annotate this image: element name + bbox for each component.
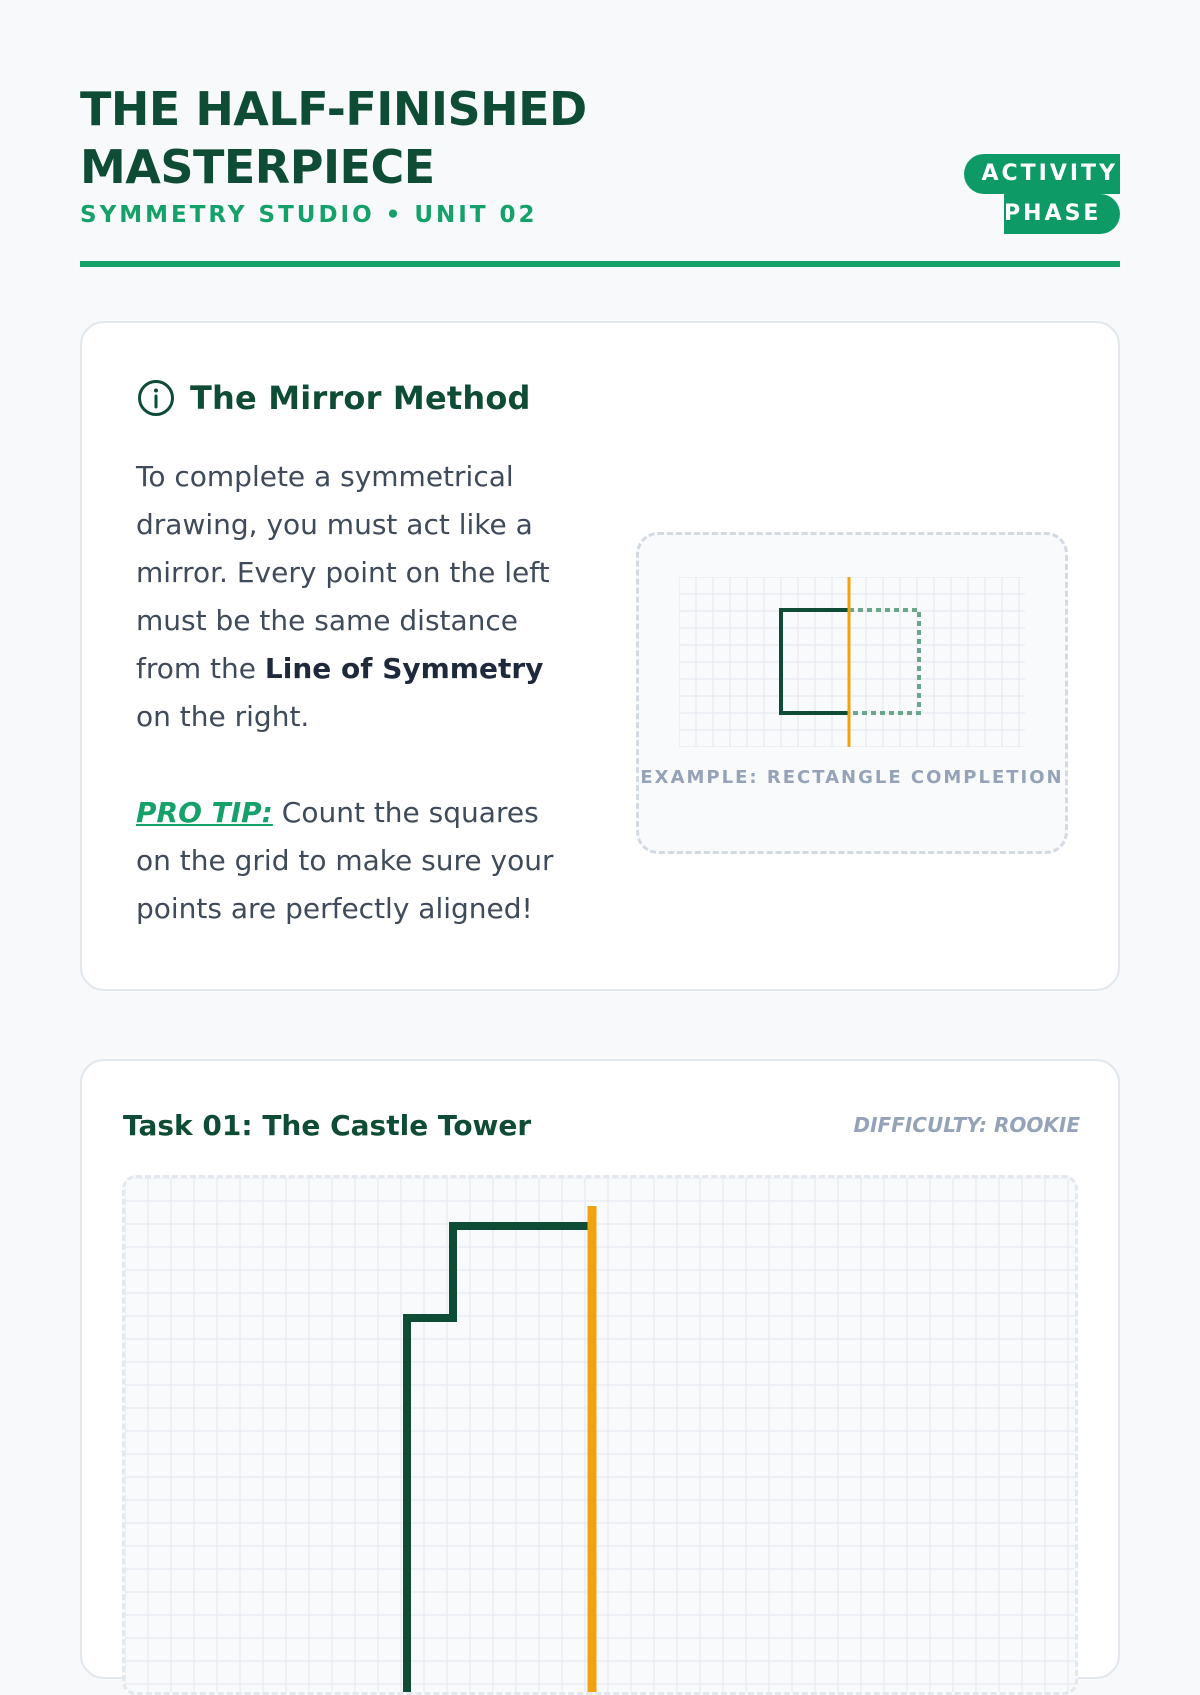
pro-tip-text: Count the squares on the grid to make sure your points are perfectly aligned! xyxy=(136,796,554,925)
mirror-method-text xyxy=(136,453,576,933)
badge-line-1: ACTIVITY xyxy=(964,154,1120,194)
difficulty-label: DIFFICULTY: ROOKIE xyxy=(853,1113,1080,1137)
pro-tip xyxy=(136,789,576,933)
badge-line-2: PHASE xyxy=(1004,194,1120,234)
castle-tower-left-half xyxy=(407,1226,592,1695)
example-caption: EXAMPLE: RECTANGLE COMPLETION xyxy=(640,767,1064,788)
example-grid-lines xyxy=(679,577,1025,747)
mirror-method-card xyxy=(80,321,1120,991)
task-castle-tower-card xyxy=(80,1059,1120,1679)
activity-phase-badge xyxy=(964,154,1120,236)
mirror-method-heading xyxy=(136,378,531,418)
castle-tower-drawing[interactable] xyxy=(125,1178,1078,1695)
explanation-text: To complete a symmetrical drawing, you must act like a mirror. Every point on the left must be the same distance from the xyxy=(136,460,550,685)
drawing-grid[interactable] xyxy=(122,1175,1078,1695)
page-title: THE HALF-FINISHED MASTERPIECE xyxy=(80,82,587,194)
info-icon xyxy=(136,378,176,418)
pro-tip-label: PRO TIP: xyxy=(136,796,273,829)
explanation-text-end: on the right. xyxy=(136,700,310,733)
page-subtitle: SYMMETRY STUDIO • UNIT 02 xyxy=(80,202,538,228)
header-divider xyxy=(80,261,1120,267)
mirror-method-explanation xyxy=(136,453,576,741)
example-panel xyxy=(636,532,1068,854)
mirror-method-title: The Mirror Method xyxy=(190,379,531,417)
example-grid xyxy=(679,577,1025,747)
task-title: Task 01: The Castle Tower xyxy=(123,1109,532,1142)
line-of-symmetry-term: Line of Symmetry xyxy=(264,652,544,685)
page-header xyxy=(80,80,1120,228)
task-grid-lines xyxy=(125,1178,1078,1695)
